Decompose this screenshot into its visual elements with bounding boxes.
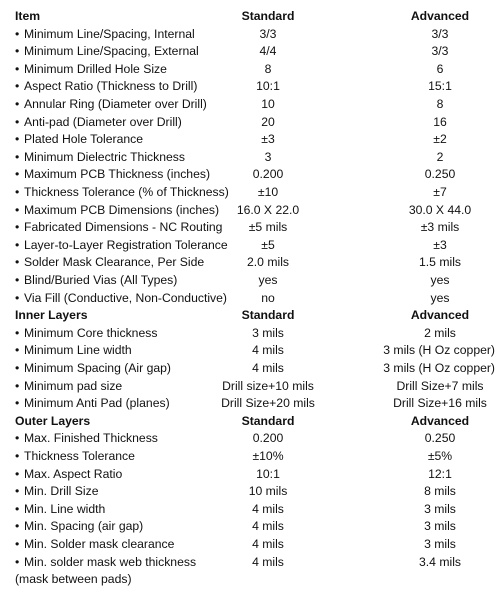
standard-value: Drill Size+20 mils — [221, 396, 315, 411]
column-header-standard: Standard — [241, 9, 295, 23]
standard-value: 4 mils — [252, 361, 284, 375]
row-label: Solder Mask Clearance, Per Side — [24, 255, 205, 270]
footnote-text: (mask between pads) — [15, 572, 132, 587]
advanced-value: 15:1 — [428, 79, 452, 94]
table-row — [0, 202, 500, 219]
table-row — [0, 554, 500, 571]
row-label: Thickness Tolerance — [24, 449, 135, 463]
table-row — [0, 430, 500, 447]
standard-value: 2.0 mils — [247, 255, 289, 270]
standard-value: 4 mils — [252, 501, 284, 516]
bullet-marker: • — [15, 431, 20, 446]
bullet-marker: • — [15, 501, 20, 516]
column-header-advanced: Advanced — [410, 9, 470, 23]
table-row — [0, 184, 500, 201]
advanced-value: 3/3 — [431, 44, 449, 59]
row-label: Fabricated Dimensions - NC Routing — [24, 220, 223, 235]
advanced-value: 3/3 — [431, 26, 449, 41]
advanced-value: 6 — [436, 61, 444, 76]
section-header-outer-layers — [0, 413, 500, 430]
table-row — [0, 43, 500, 60]
advanced-value: yes — [430, 273, 450, 287]
standard-value: 3 — [264, 149, 272, 164]
bullet-marker: • — [15, 343, 20, 358]
bullet-marker: • — [15, 26, 20, 41]
standard-value: 10 — [261, 97, 275, 111]
bullet-marker: • — [15, 290, 20, 305]
column-header-standard: Standard — [241, 413, 295, 428]
table-row — [0, 342, 500, 359]
section-header-inner-layers — [0, 307, 500, 324]
standard-value: ±10 — [257, 185, 279, 199]
advanced-value: 0.250 — [424, 431, 456, 446]
standard-value: 0.200 — [252, 167, 284, 182]
row-label: Blind/Buried Vias (All Types) — [24, 273, 178, 287]
bullet-marker: • — [15, 44, 20, 59]
bullet-marker: • — [15, 97, 20, 111]
bullet-marker: • — [15, 537, 20, 551]
advanced-value: 16 — [433, 114, 447, 129]
advanced-value: Drill Size+16 mils — [393, 396, 487, 411]
row-label: Min. Line width — [24, 501, 106, 516]
row-label: Minimum Drilled Hole Size — [24, 61, 167, 76]
advanced-value: 1.5 mils — [419, 255, 461, 270]
row-label: Minimum Line width — [24, 343, 132, 358]
bullet-marker: • — [15, 167, 20, 182]
table-row — [0, 483, 500, 500]
advanced-value: ±3 mils — [420, 220, 460, 235]
row-label: Maximum PCB Dimensions (inches) — [24, 202, 220, 217]
column-header-standard: Standard — [241, 308, 295, 323]
standard-value: 20 — [261, 114, 275, 129]
bullet-marker: • — [15, 132, 20, 147]
table-row — [0, 237, 500, 254]
bullet-marker: • — [15, 149, 20, 164]
table-row — [0, 149, 500, 166]
advanced-value: 3 mils — [424, 519, 456, 534]
advanced-value: ±5% — [427, 449, 453, 463]
section-title: Outer Layers — [15, 413, 91, 428]
advanced-value: 3.4 mils — [419, 554, 461, 569]
table-row — [0, 61, 500, 78]
table-row — [0, 166, 500, 183]
table-row — [0, 96, 500, 113]
standard-value: 4/4 — [259, 44, 277, 59]
advanced-value: 3 mils (H Oz copper) — [383, 343, 495, 358]
row-label: Minimum Line/Spacing, Internal — [24, 26, 195, 41]
row-label: Minimum Dielectric Thickness — [24, 149, 185, 164]
table-row — [0, 219, 500, 236]
table-row — [0, 518, 500, 535]
advanced-value: yes — [430, 290, 450, 305]
standard-value: no — [261, 290, 275, 305]
bullet-marker: • — [15, 484, 20, 499]
table-row — [0, 325, 500, 342]
table-row — [0, 378, 500, 395]
bullet-marker: • — [15, 61, 20, 76]
table-row — [0, 272, 500, 289]
table-row — [0, 360, 500, 377]
standard-value: Drill size+10 mils — [222, 378, 314, 393]
table-row — [0, 448, 500, 465]
standard-value: 10:1 — [256, 466, 280, 481]
row-label: Maximum PCB Thickness (inches) — [24, 167, 211, 182]
standard-value: 16.0 X 22.0 — [236, 202, 300, 217]
row-label: Minimum Line/Spacing, External — [24, 44, 199, 59]
standard-value: ±5 mils — [248, 220, 288, 235]
advanced-value: ±7 — [433, 185, 447, 199]
bullet-marker: • — [15, 185, 20, 199]
standard-value: ±3 — [261, 132, 275, 147]
row-label: Min. solder mask web thickness — [24, 554, 197, 569]
advanced-value: ±3 — [433, 237, 447, 252]
bullet-marker: • — [15, 554, 20, 569]
row-label: Minimum Spacing (Air gap) — [24, 361, 171, 375]
row-label: Max. Finished Thickness — [24, 431, 158, 446]
standard-value: 4 mils — [252, 554, 284, 569]
bullet-marker: • — [15, 325, 20, 340]
advanced-value: 0.250 — [424, 167, 456, 182]
table-row — [0, 501, 500, 518]
advanced-value: Drill Size+7 mils — [396, 378, 484, 393]
table-row — [0, 254, 500, 271]
standard-value: 4 mils — [252, 537, 284, 551]
advanced-value: 3 mils — [424, 537, 456, 551]
bullet-marker: • — [15, 237, 20, 252]
row-label: Min. Spacing (air gap) — [24, 519, 144, 534]
standard-value: 8 — [264, 61, 272, 76]
standard-value: 10 mils — [248, 484, 288, 499]
standard-value: ±10% — [252, 449, 284, 463]
advanced-value: 8 mils — [424, 484, 456, 499]
advanced-value: 2 — [436, 149, 444, 164]
row-label: Via Fill (Conductive, Non-Conductive) — [24, 290, 227, 305]
bullet-marker: • — [15, 519, 20, 534]
row-label: Plated Hole Tolerance — [24, 132, 144, 147]
bullet-marker: • — [15, 396, 20, 411]
row-label: Annular Ring (Diameter over Drill) — [24, 97, 207, 111]
table-row — [0, 536, 500, 553]
table-row — [0, 290, 500, 307]
row-label: Minimum Anti Pad (planes) — [24, 396, 170, 411]
bullet-marker: • — [15, 79, 20, 94]
standard-value: yes — [258, 273, 278, 287]
advanced-value: 30.0 X 44.0 — [408, 202, 472, 217]
bullet-marker: • — [15, 255, 20, 270]
standard-value: 3/3 — [259, 26, 277, 41]
bullet-marker: • — [15, 449, 20, 463]
row-label: Thickness Tolerance (% of Thickness) — [24, 185, 229, 199]
advanced-value: ±2 — [433, 132, 447, 147]
row-label: Max. Aspect Ratio — [24, 466, 123, 481]
advanced-value: 2 mils — [424, 325, 456, 340]
bullet-marker: • — [15, 220, 20, 235]
bullet-marker: • — [15, 361, 20, 375]
column-header-advanced: Advanced — [410, 308, 470, 323]
standard-value: 0.200 — [252, 431, 284, 446]
table-row — [0, 395, 500, 412]
row-label: Min. Drill Size — [24, 484, 99, 499]
bullet-marker: • — [15, 202, 20, 217]
bullet-marker: • — [15, 378, 20, 393]
row-label: Layer-to-Layer Registration Tolerance — [24, 237, 228, 252]
standard-value: 4 mils — [252, 343, 284, 358]
standard-value: 10:1 — [256, 79, 280, 94]
column-header-advanced: Advanced — [410, 413, 470, 428]
section-title: Item — [15, 9, 41, 23]
standard-value: 3 mils — [252, 325, 284, 340]
section-title: Inner Layers — [15, 308, 88, 323]
standard-value: 4 mils — [252, 519, 284, 534]
advanced-value: 3 mils (H Oz copper) — [383, 361, 495, 375]
table-row — [0, 78, 500, 95]
advanced-value: 8 — [436, 97, 444, 111]
bullet-marker: • — [15, 466, 20, 481]
row-label: Min. Solder mask clearance — [24, 537, 175, 551]
bullet-marker: • — [15, 273, 20, 287]
row-label: Minimum Core thickness — [24, 325, 158, 340]
bullet-marker: • — [15, 114, 20, 129]
table-row — [0, 114, 500, 131]
section-header-item — [0, 8, 500, 25]
advanced-value: 3 mils — [424, 501, 456, 516]
table-row — [0, 26, 500, 43]
table-row — [0, 131, 500, 148]
row-label: Anti-pad (Diameter over Drill) — [24, 114, 182, 129]
row-label: Aspect Ratio (Thickness to Drill) — [24, 79, 198, 94]
advanced-value: 12:1 — [428, 466, 452, 481]
table-row — [0, 466, 500, 483]
standard-value: ±5 — [261, 237, 275, 252]
row-label: Minimum pad size — [24, 378, 123, 393]
